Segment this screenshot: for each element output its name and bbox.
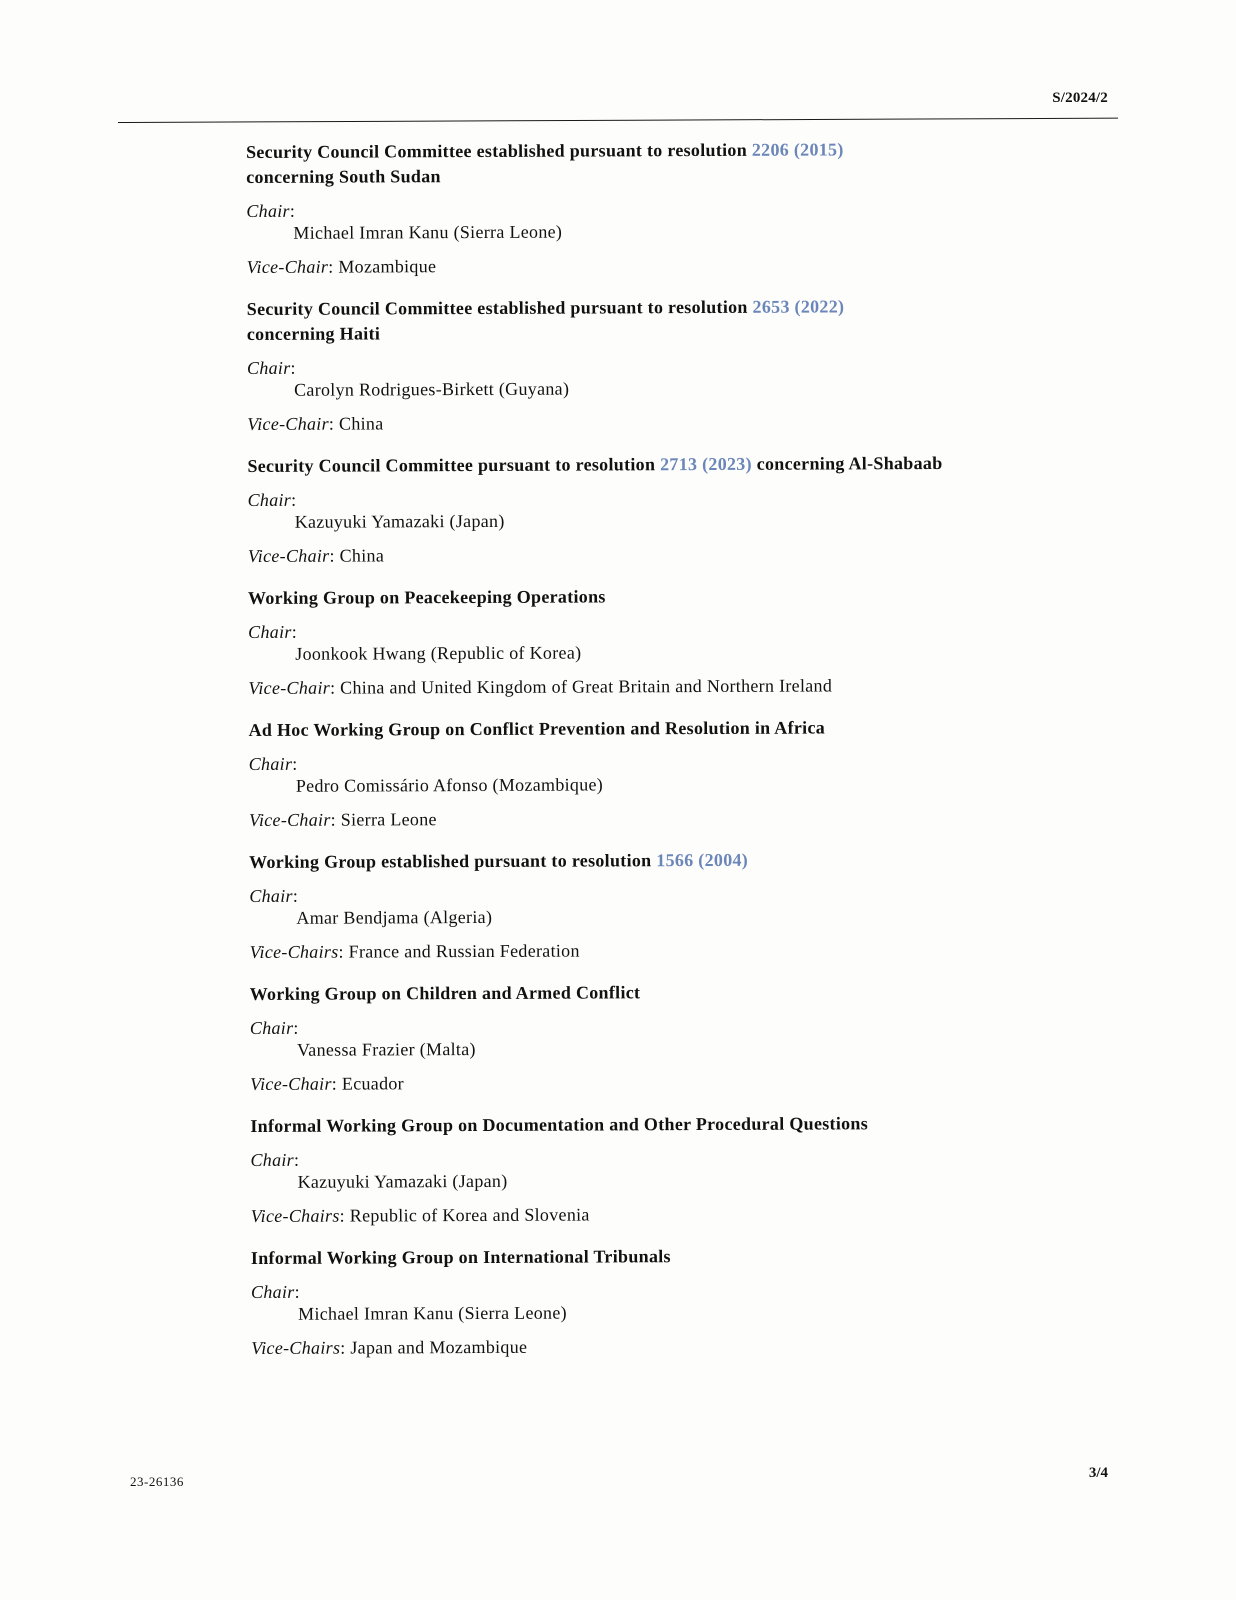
chair-name: Amar Bendjama (Algeria) [296,906,493,928]
chair-label: Chair [248,753,293,774]
vice-chair-value: Mozambique [338,256,437,277]
chair-label-line: Chair: [248,621,298,642]
header-rule [118,118,1118,123]
vice-chair-value: China [339,545,385,566]
committee-list [246,137,991,1378]
chair-name: Michael Imran Kanu (Sierra Leone) [298,1302,567,1324]
chair-name: Kazuyuki Yamazaki (Japan) [294,510,505,532]
vice-chair-label: Vice-Chairs [249,941,339,962]
vice-chair-value: Ecuador [341,1073,405,1094]
section-title [246,137,986,190]
vice-chair-value: France and Russian Federation [348,940,580,962]
resolution-link[interactable]: 1566 (2004) [656,849,749,871]
vice-chair-label: Vice-Chair [247,545,330,566]
title-text: Security Council Committee established pursuant to resolution [246,139,752,162]
chair-name: Pedro Comissário Afonso (Mozambique) [295,774,604,796]
committee-section [247,294,988,435]
resolution-link[interactable]: 2713 (2023) [660,453,752,475]
title-text: Working Group on Children and Armed Conflict [249,982,641,1004]
title-text: Informal Working Group on International Tribunals [250,1246,671,1268]
committee-section [248,583,988,699]
chair-label: Chair [249,1017,294,1038]
chair-label: Chair [250,1149,295,1170]
title-text-continued: concerning Al-Shabaab [751,452,943,474]
vice-chair-value: Sierra Leone [340,809,437,830]
committee-section [249,715,989,831]
title-text: Security Council Committee established pursuant to resolution [246,296,753,319]
vice-chair-label: Vice-Chair [248,809,331,830]
section-title [250,979,990,1007]
chair-label-line: Chair: [248,753,298,774]
chair-label: Chair [249,885,293,906]
title-text: Informal Working Group on Documentation and Other Procedural Questions [250,1113,869,1136]
committee-section [249,847,989,963]
section-title [248,583,988,611]
chair-label-line: Chair: [247,489,297,510]
chair-label-line: Chair: [250,1281,300,1302]
title-text: Working Group established pursuant to resolution [249,850,657,872]
section-title [250,1111,990,1139]
document-symbol: S/2024/2 [1052,90,1108,106]
chair-label: Chair [247,489,292,510]
section-title [249,715,989,743]
vice-chair-line: Vice-Chair: China [247,545,385,566]
vice-chair-label: Vice-Chairs [250,1205,340,1226]
vice-chair-line: Vice-Chair: China [247,413,384,434]
chair-label-line: Chair: [250,1149,300,1170]
vice-chair-value: China and United Kingdom of Great Britain and Northern Ireland [340,675,833,698]
chair-name: Joonkook Hwang (Republic of Korea) [295,642,582,664]
document-code: 23-26136 [130,1474,184,1489]
chair-name: Vanessa Frazier (Malta) [296,1039,476,1060]
vice-chair-line: Vice-Chair: Sierra Leone [248,809,437,830]
chair-label: Chair [250,1281,295,1302]
vice-chair-value: China [338,413,384,434]
vice-chair-line: Vice-Chairs: Japan and Mozambique [251,1336,528,1358]
title-text: Security Council Committee pursuant to resolution [247,454,661,476]
vice-chair-line: Vice-Chair: Ecuador [250,1073,405,1094]
title-text: Ad Hoc Working Group on Conflict Prevention and Resolution in Africa [248,717,826,740]
vice-chair-label: Vice-Chair [246,256,329,277]
chair-label: Chair [248,621,292,642]
page-number: 3/4 [1088,1465,1108,1481]
committee-section [247,451,987,567]
resolution-link[interactable]: 2653 (2022) [752,296,845,317]
chair-name: Kazuyuki Yamazaki (Japan) [297,1170,508,1192]
chair-label: Chair [246,200,290,221]
chair-name: Michael Imran Kanu (Sierra Leone) [293,221,563,243]
committee-section [246,137,987,278]
vice-chair-label: Vice-Chairs [251,1337,341,1358]
title-text-continued: concerning South Sudan [246,166,441,187]
section-title [249,847,989,875]
title-text-continued: concerning Haiti [246,323,381,344]
vice-chair-label: Vice-Chair [250,1073,332,1094]
vice-chair-line: Vice-Chairs: France and Russian Federation [249,940,580,962]
chair-label-line: Chair: [249,1017,299,1038]
chair-label-line: Chair: [246,200,296,221]
vice-chair-line: Vice-Chair: China and United Kingdom of Great Britain and Northern Ireland [248,675,833,698]
section-title [247,294,987,347]
committee-section [250,1111,990,1227]
vice-chair-value: Japan and Mozambique [350,1336,528,1358]
chair-name: Carolyn Rodrigues-Birkett (Guyana) [294,378,570,400]
committee-section [251,1243,991,1359]
vice-chair-value: Republic of Korea and Slovenia [349,1204,590,1226]
chair-label: Chair [246,357,291,378]
chair-label-line: Chair: [246,357,296,378]
section-title [251,1243,991,1271]
title-text: Working Group on Peacekeeping Operations [247,586,606,608]
chair-label-line: Chair: [249,885,299,906]
vice-chair-label: Vice-Chair [248,677,331,698]
vice-chair-line: Vice-Chair: Mozambique [246,256,437,277]
vice-chair-label: Vice-Chair [247,413,329,434]
committee-section [250,979,990,1095]
vice-chair-line: Vice-Chairs: Republic of Korea and Slovenia [250,1204,590,1226]
resolution-link[interactable]: 2206 (2015) [751,139,844,160]
section-title [247,451,987,479]
